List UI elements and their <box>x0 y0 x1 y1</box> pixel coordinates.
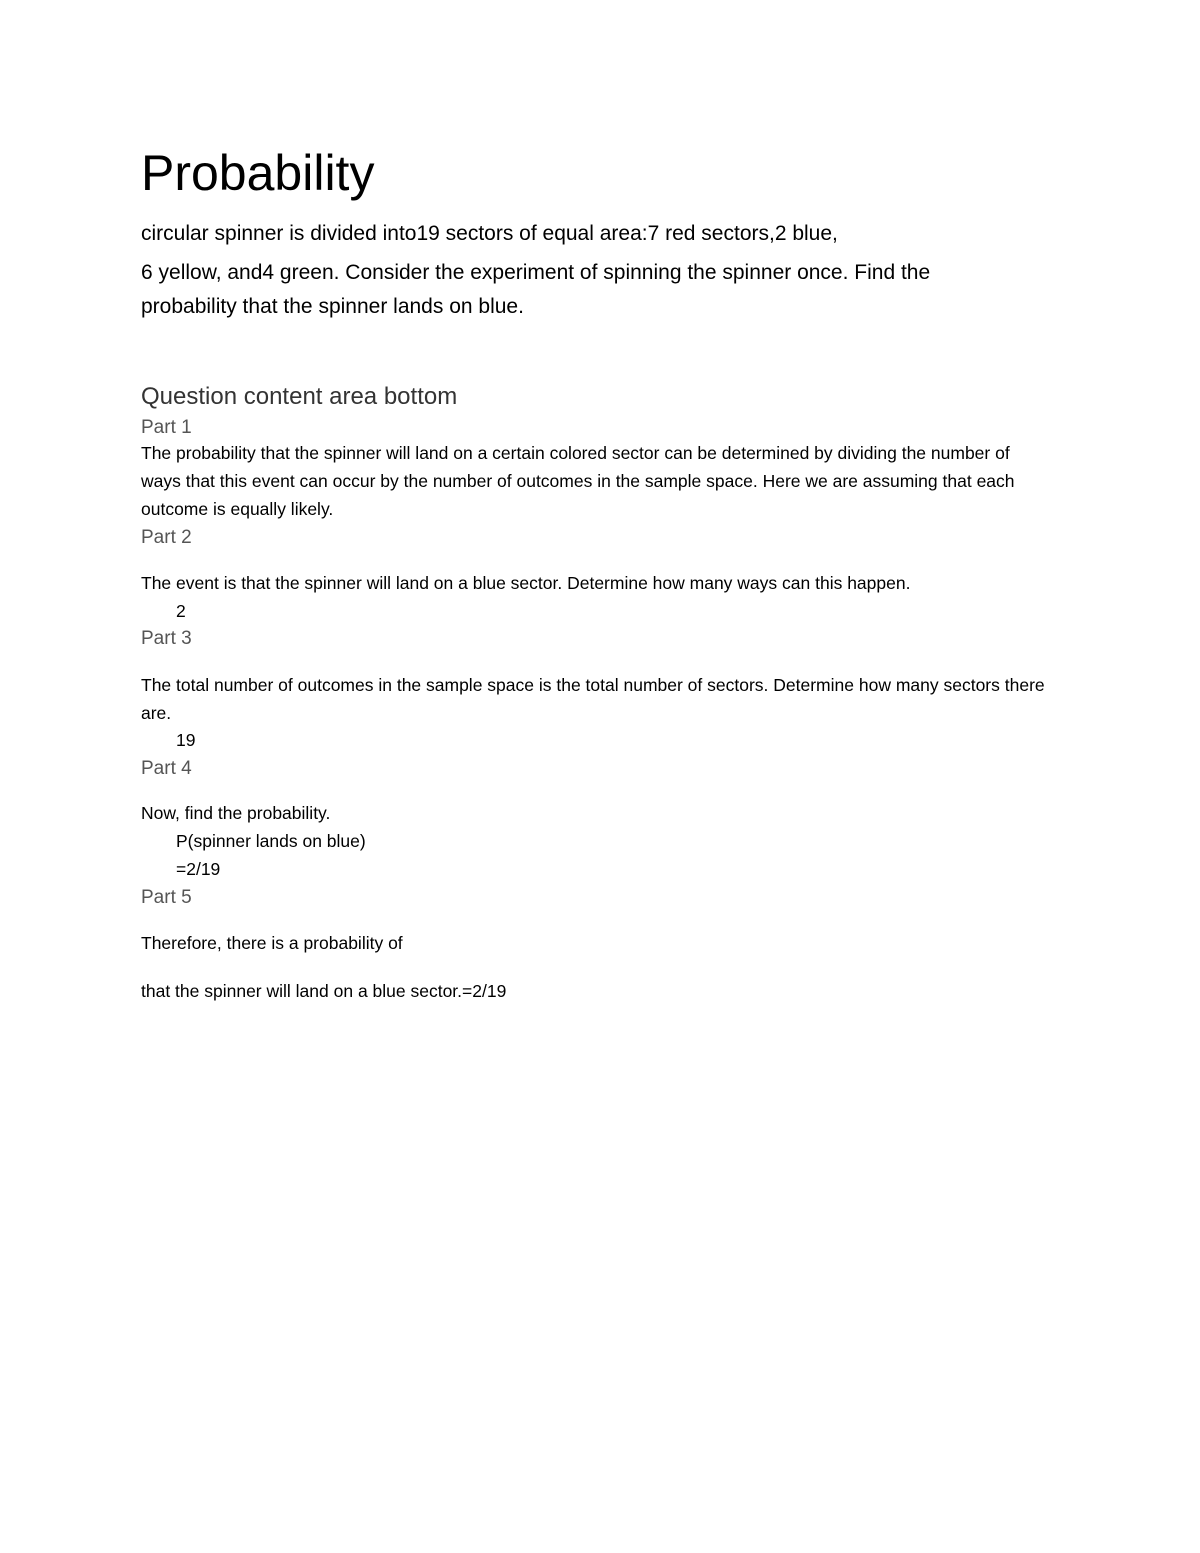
part-3-text: The total number of outcomes in the sample space is the total number of sectors. Determine how many sectors there are. <box>141 675 1045 723</box>
part-4-answer-value: =2/19 <box>176 859 221 879</box>
part-2-answer: 2 <box>176 601 186 621</box>
page-title: Probability <box>141 145 375 201</box>
part-5-label: Part 5 <box>141 887 192 908</box>
part-2-text: The event is that the spinner will land on a blue sector. Determine how many ways can this happen. <box>141 573 911 593</box>
problem-line-2: 6 yellow, and4 green. Consider the experiment of spinning the spinner once. Find the <box>141 261 931 284</box>
part-1-text: The probability that the spinner will land on a certain colored sector can be determined by dividing the number of ways that this event can occur by the number of outcomes in the sample space. Here we are assuming that each outcome is equally likely. <box>141 443 1015 519</box>
section-heading: Question content area bottom <box>141 383 458 410</box>
problem-line-3: probability that the spinner lands on blue. <box>141 295 524 318</box>
part-2-label: Part 2 <box>141 527 192 548</box>
part-1-label: Part 1 <box>141 417 192 438</box>
problem-line-1: circular spinner is divided into19 sectors of equal area:7 red sectors,2 blue, <box>141 222 838 245</box>
part-3-label: Part 3 <box>141 628 192 649</box>
part-3-answer: 19 <box>176 730 196 750</box>
part-4-label: Part 4 <box>141 758 192 779</box>
part-5-text-line-1: Therefore, there is a probability of <box>141 933 403 953</box>
part-4-text: Now, find the probability. <box>141 803 331 823</box>
part-4-answer-expression: P(spinner lands on blue) <box>176 831 366 851</box>
part-5-text-line-2: that the spinner will land on a blue sector.=2/19 <box>141 981 507 1001</box>
